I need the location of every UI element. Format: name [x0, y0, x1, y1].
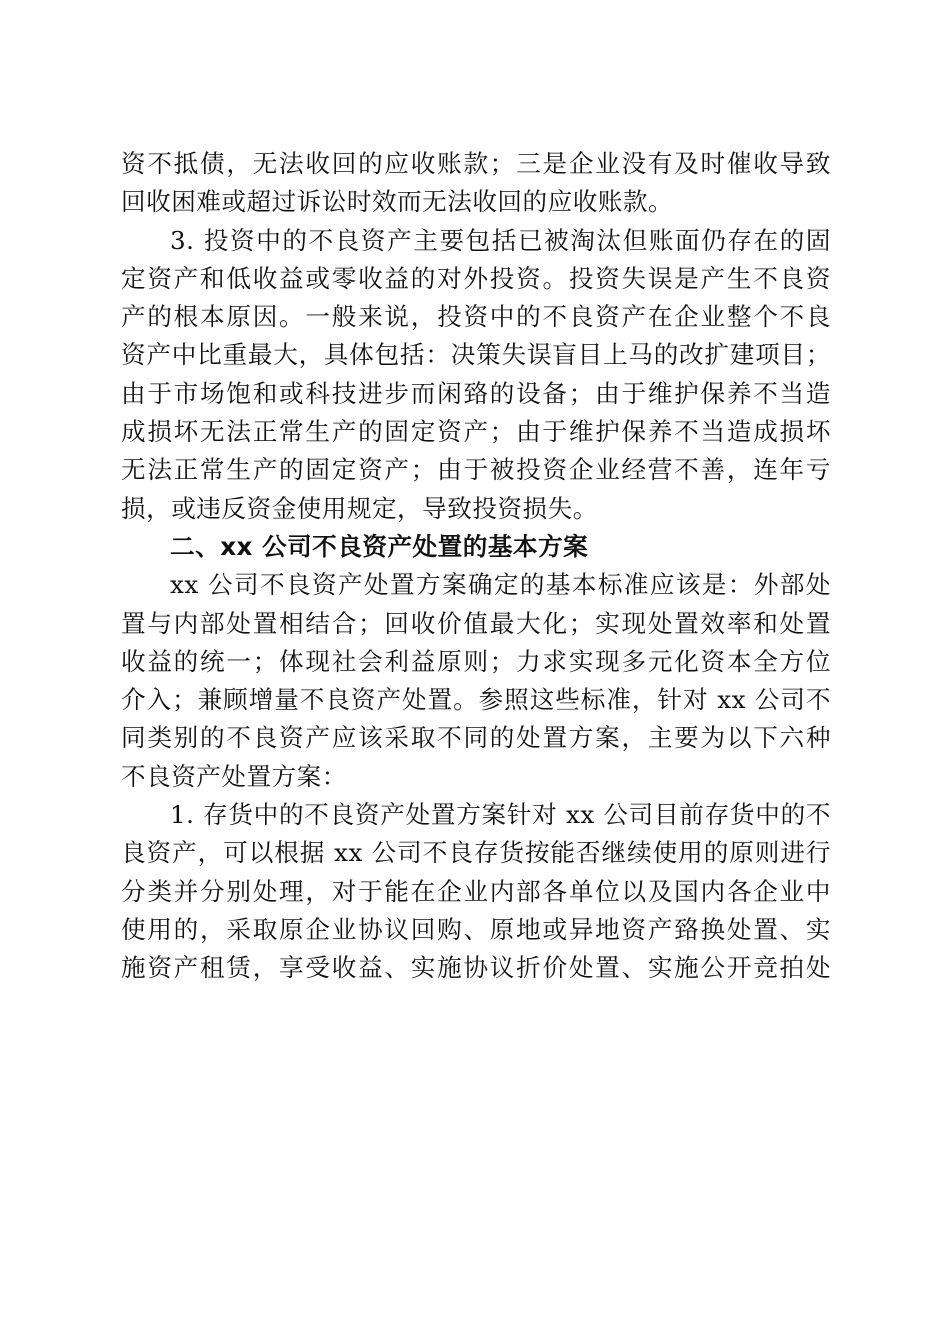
paragraph-line: 损，或违反资金使用规定，导致投资损失。: [121, 493, 598, 523]
document-body: [121, 145, 831, 988]
paragraph-line: 由于市场饱和或科技进步而闲臵的设备；由于维护保养不当造: [121, 378, 831, 408]
paragraph-line: 置与内部处置相结合；回收价值最大化；实现处置效率和处置: [121, 608, 831, 638]
paragraph-line: 定资产和低收益或零收益的对外投资。投资失误是产生不良资: [121, 263, 831, 293]
paragraph-line: xx 公司不良资产处置方案确定的基本标准应该是：外部处: [170, 570, 831, 600]
section-heading: 二、xx 公司不良资产处置的基本方案: [170, 531, 589, 561]
paragraph-line: 资不抵债，无法收回的应收账款；三是企业没有及时催收导致: [121, 149, 831, 178]
paragraph-line: 资产中比重最大，具体包括：决策失误盲目上马的改扩建项目；: [121, 340, 831, 370]
paragraph-line: 同类别的不良资产应该采取不同的处置方案，主要为以下六种: [121, 723, 831, 753]
paragraph-line: 施资产租赁，享受收益、实施协议折价处置、实施公开竞拍处: [121, 953, 831, 983]
paragraph-line: 3. 投资中的不良资产主要包括已被淘汰但账面仍存在的固: [170, 225, 831, 255]
paragraph-line: 使用的，采取原企业协议回购、原地或异地资产臵换处置、实: [121, 914, 831, 944]
paragraph-line: 无法正常生产的固定资产；由于被投资企业经营不善，连年亏: [121, 455, 831, 485]
paragraph-line: 产的根本原因。一般来说，投资中的不良资产在企业整个不良: [121, 302, 831, 332]
paragraph-line: 分类并分别处理，对于能在企业内部各单位以及国内各企业中: [121, 876, 831, 906]
paragraph-line: 1. 存货中的不良资产处置方案针对 xx 公司目前存货中的不: [170, 800, 831, 830]
paragraph-line: 介入；兼顾增量不良资产处置。参照这些标准，针对 xx 公司不: [121, 685, 831, 715]
paragraph-line: 回收困难或超过诉讼时效而无法收回的应收账款。: [121, 187, 674, 217]
paragraph-line: 成损坏无法正常生产的固定资产；由于维护保养不当造成损坏: [121, 417, 831, 447]
paragraph-line: 收益的统一；体现社会利益原则；力求实现多元化资本全方位: [121, 646, 831, 676]
paragraph-line: 良资产，可以根据 xx 公司不良存货按能否继续使用的原则进行: [121, 838, 831, 868]
paragraph-line: 不良资产处置方案：: [121, 761, 347, 791]
